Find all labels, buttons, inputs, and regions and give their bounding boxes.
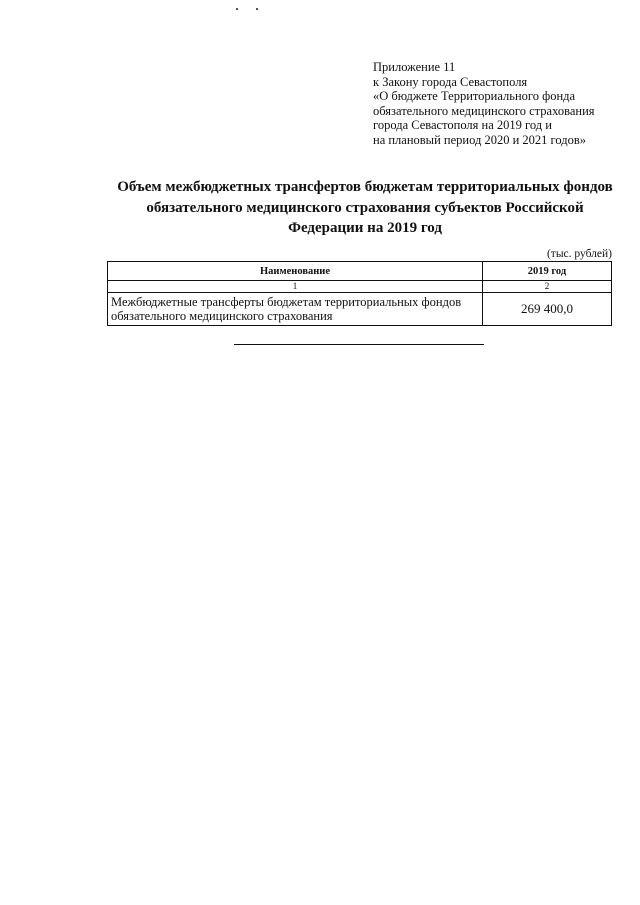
scan-speck [256,8,258,10]
column-header-name: Наименование [108,262,483,281]
row-name-line: Межбюджетные трансферты бюджетам территориальных фондов [111,294,462,309]
title-line: обязательного медицинского страхования субъектов Российской [146,199,584,216]
column-number: 2 [483,281,612,293]
scan-speck [236,8,238,10]
row-name-cell [108,293,483,326]
row-value-cell: 269 400,0 [483,293,612,326]
title-line: Объем межбюджетных трансфертов бюджетам территориальных фондов [117,179,613,195]
table-row [108,293,612,326]
transfers-table [107,261,612,326]
title-line: Федерации на 2019 год [288,220,442,236]
appendix-line: Приложение 11 [373,60,456,74]
table-header-row [108,262,612,281]
column-header-year: 2019 год [483,262,612,281]
row-name-line: обязательного медицинского страхования [111,309,333,323]
appendix-line: к Закону города Севастополя [373,74,528,89]
units-label: (тыс. рублей) [546,248,612,260]
separator-line [234,344,484,345]
appendix-reference [373,60,623,148]
appendix-line: города Севастополя на 2019 год и [373,118,552,133]
appendix-line: обязательного медицинского страхования [373,103,595,118]
document-title [100,177,630,239]
appendix-line: на плановый период 2020 и 2021 годов» [373,132,586,147]
appendix-line: «О бюджете Территориального фонда [373,89,576,104]
column-number: 1 [108,281,483,293]
column-number-row [108,281,612,293]
